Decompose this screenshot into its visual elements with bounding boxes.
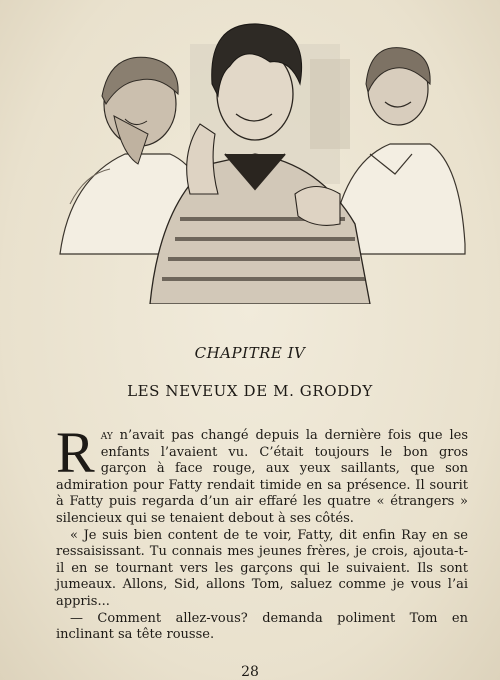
illustration-three-boys xyxy=(40,4,470,304)
chapter-title: LES NEVEUX DE M. GRODDY xyxy=(127,382,373,400)
body-text xyxy=(56,420,468,644)
paragraph xyxy=(56,420,468,528)
paragraph-text: n’avait pas changé depuis la dernière fois que les enfants l’avaient vu. C’était toujours le bon gros garçon à face rouge, aux yeux saillants, que son admiration pour Fatty rendait timide en sa présence. Il sourit à Fatty puis regarda d’un air effaré les quatre « étrangers » silencieux qui se tenaient debout à ses côtés. xyxy=(56,428,468,526)
page-number: 28 xyxy=(241,664,259,680)
paragraph: — Comment allez-vous? demanda poliment Tom en inclinant sa tête rousse. xyxy=(56,610,468,643)
drop-cap: R xyxy=(56,420,95,485)
paragraph: « Je suis bien content de te voir, Fatty, dit enfin Ray en se ressaisissant. Tu connais mes jeunes frères, je crois, ajouta-t-il en se tournant vers les garçons qui le suivaient. Ils sont jumeaux. Allons, Sid, allons Tom, saluez comme je vous l’ai appris... xyxy=(56,527,468,609)
chapter-label: CHAPITRE IV xyxy=(194,344,306,362)
first-word-smallcaps: ay xyxy=(100,428,113,443)
